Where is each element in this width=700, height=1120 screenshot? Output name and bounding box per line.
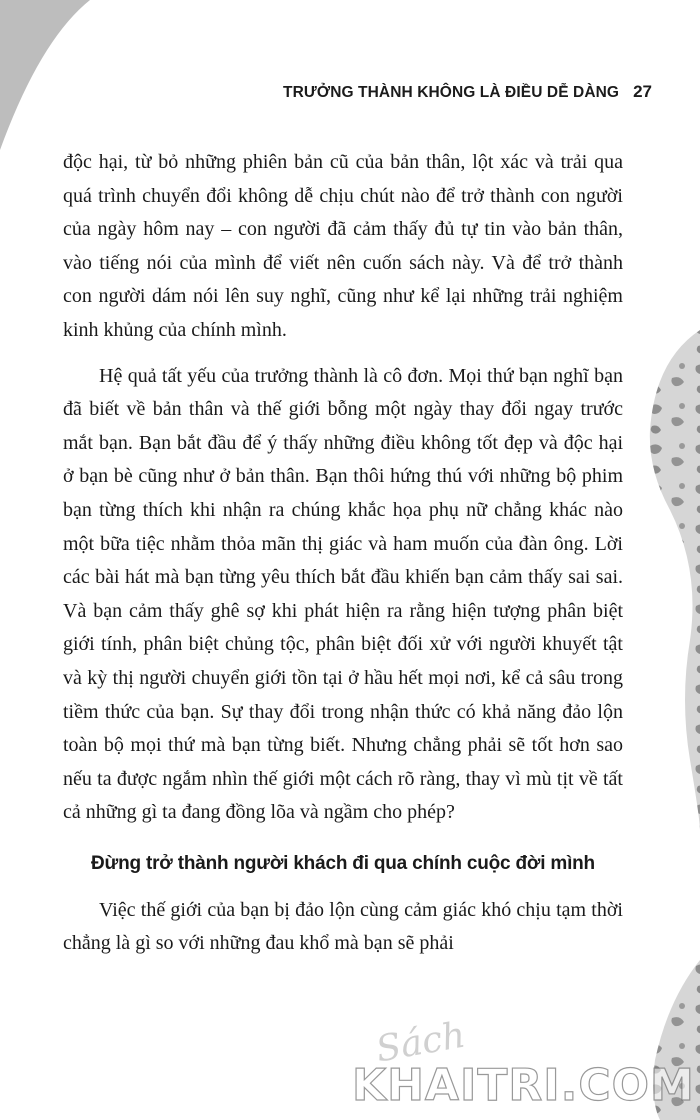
- section-heading: Đừng trở thành người khách đi qua chính cuộc đời mình: [91, 852, 595, 874]
- paragraph-loneliness: Hệ quả tất yếu của trưởng thành là cô đơn. Mọi thứ bạn nghĩ bạn đã biết về bản thân và thế giới bỗng một ngày thay đổi ngay trước mắt bạn. Bạn bắt đầu để ý thấy những điều không tốt đẹp và độc hại ở bạn bè cũng như ở bản thân. Bạn thôi hứng thú với những bộ phim bạn từng thích khi nhận ra chúng khắc họa phụ nữ chẳng khác nào một bữa tiệc nhằm thỏa mãn thị giác và ham muốn của đàn ông. Lời các bài hát mà bạn từng yêu thích bắt đầu khiến bạn cảm thấy sai sai. Và bạn cảm thấy ghê sợ khi phát hiện ra rằng hiện tượng phân biệt giới tính, phân biệt chủng tộc, phân biệt đối xử với người khuyết tật và kỳ thị người chuyển giới tồn tại ở hầu hết mọi nơi, kể cả sâu trong tiềm thức của bạn. Sự thay đổi trong nhận thức có khả năng đảo lộn toàn bộ mọi thứ mà bạn từng biết. Nhưng chẳng phải sẽ tốt hơn sao nếu ta được ngắm nhìn thế giới một cách rõ ràng, thay vì mù tịt về tất cả những gì ta đang đồng lõa và ngầm cho phép?: [63, 364, 623, 824]
- corner-swoosh-shape: [0, 0, 90, 150]
- watermark-script-logo: Sách: [373, 1014, 469, 1071]
- leopard-band-upper: [650, 330, 700, 830]
- page-number: 27: [633, 82, 652, 101]
- watermark-brand-logo: KHAITRI.COM: [352, 1060, 695, 1111]
- section-paragraph: Việc thế giới của bạn bị đảo lộn cùng cảm giác khó chịu tạm thời chẳng là gì so với những đau khổ mà bạn sẽ phải: [63, 898, 623, 955]
- header-title: TRƯỞNG THÀNH KHÔNG LÀ ĐIỀU DỄ DÀNG: [283, 84, 620, 101]
- paragraph-continued: độc hại, từ bỏ những phiên bản cũ của bản thân, lột xác và trải qua quá trình chuyển đổi không dễ chịu chút nào để trở thành con người của ngày hôm nay – con người đã cảm thấy đủ tự tin vào bản thân, vào tiếng nói của mình để viết nên cuốn sách này. Và để trở thành con người dám nói lên suy nghĩ, cũng như kể lại những trải nghiệm kinh khủng của chính mình.: [63, 151, 623, 341]
- body-text: [63, 146, 623, 961]
- running-header: [283, 82, 652, 102]
